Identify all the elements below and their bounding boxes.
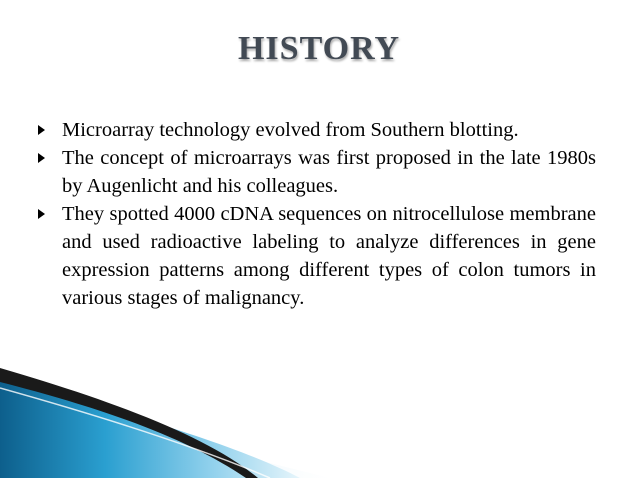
triangle-bullet-icon — [38, 125, 45, 135]
bullet-item — [36, 200, 596, 312]
bullet-item — [36, 116, 596, 144]
triangle-bullet-icon — [38, 153, 45, 163]
bullet-item — [36, 144, 596, 200]
bullet-text: Microarray technology evolved from Southern blotting. — [62, 119, 519, 141]
dark-stripe — [0, 368, 258, 478]
pale-wedge — [0, 396, 330, 478]
bullet-text: They spotted 4000 cDNA sequences on nitrocellulose membrane and used radioactive labeling to analyze differences in gene expression patterns among different types of colon tumors in various stages of malignancy. — [62, 203, 596, 309]
triangle-bullet-icon — [38, 209, 45, 219]
bullet-list — [36, 116, 596, 312]
blue-wedge — [0, 380, 300, 478]
slide-title: HISTORY — [237, 30, 400, 67]
bullet-text: The concept of microarrays was first proposed in the late 1980s by Augenlicht and his colleagues. — [62, 147, 596, 197]
corner-swoosh-decoration — [0, 358, 638, 478]
highlight-line — [0, 388, 270, 478]
